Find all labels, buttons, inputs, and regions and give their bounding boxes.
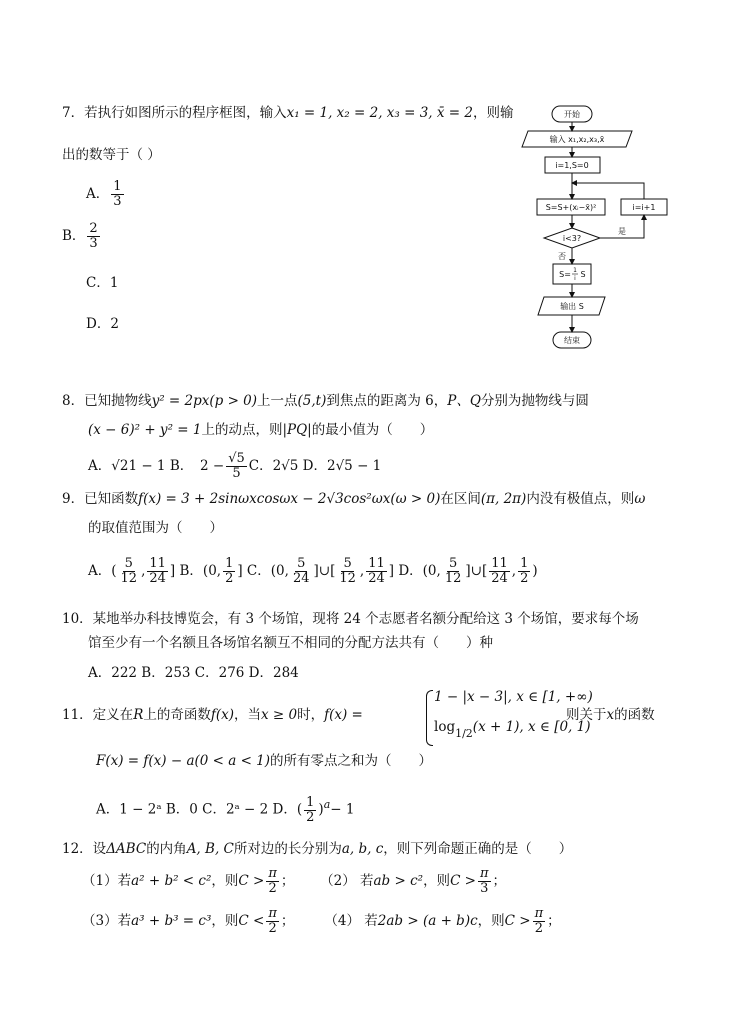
flow-increment-label: i=i+1 (632, 203, 656, 212)
q8-options: A．√21 − 1 B． 2 − $\frac{√5}{5}$ C．2√5 D．2√5 − 1 (88, 451, 382, 481)
q10-options: A．222 B．253 C．276 D．284 (88, 665, 299, 681)
q9-line2: 的取值范围为（ ） (88, 520, 223, 536)
q9-options: A．( $\frac{5}{12}$ , $\frac{11}{24}$ ] B．(0, $\frac{1}{2}$ ] C．(0, $\frac{5}{24}$ ]∪[ $\frac{5}{12}$ , $\frac{11}{24}$ ] D．(0, $\frac{5}{12}$ ]∪[ $\frac{11}{24}$ , $\frac{1}{2}$ ) (88, 556, 538, 586)
flow-init-label: i=1,S=0 (555, 161, 589, 170)
q11-piecewise-brace (426, 690, 433, 746)
flow-accum-label: S=S+(xᵢ−x̄)² (545, 203, 597, 212)
flow-no-label: 否 (558, 252, 566, 261)
q11-line1-right: 则关于x的函数 (566, 707, 655, 723)
flow-compute-tail: S (580, 270, 586, 279)
flow-input-label: 输入 x₁,x₂,x₃,x̄ (549, 135, 605, 144)
flow-compute-s: S= (559, 270, 571, 279)
q12-propositions-3-4: （3）若a³ + b³ = c³，则C < $\frac{\pi}{2}$ ； （4） 若2ab > (a + b)c，则C > $\frac{\pi}{2}$ ； (82, 906, 561, 936)
flow-compute-num: 1 (573, 267, 577, 274)
flowchart (510, 102, 700, 352)
flow-output-label: 输出 S (560, 302, 584, 311)
q11-line1-left: 11．定义在R上的奇函数f(x)，当x ≥ 0时，f(x) = (62, 707, 363, 723)
q11-options: A．1 − 2ᵃ B．0 C．2ᵃ − 2 D．( $\frac{1}{2}$ )$^a$− 1 (96, 794, 355, 825)
q10-line1: 10．某地举办科技博览会，有 3 个场馆，现将 24 个志愿者名额分配给这 3 个场馆，要求每个场 (62, 611, 639, 627)
q7-option-a: A． $\frac{1}{3}$ (86, 179, 122, 209)
flow-start-label: 开始 (564, 110, 580, 119)
flow-yes-label: 是 (618, 227, 626, 236)
q7-line1: 7．若执行如图所示的程序框图，输入x₁ = 1, x₂ = 2, x₃ = 3, x̄ = 2，则输 (62, 105, 514, 121)
q9-line1: 9．已知函数f(x) = 3 + 2sinωxcosωx − 2√3cos²ωx(ω > 0)在区间(π, 2π)内没有极值点，则ω (62, 491, 646, 507)
q7-option-c: C．1 (86, 275, 119, 291)
q11-case1: 1 − |x − 3|, x ∈ [1, +∞) (434, 689, 593, 705)
q8-line1: 8．已知抛物线y² = 2px(p > 0)上一点(5,t)到焦点的距离为 6，P、Q分别为抛物线与圆 (62, 393, 589, 409)
flow-end-label: 结束 (564, 336, 580, 345)
q7-option-b: B． $\frac{2}{3}$ (62, 221, 98, 251)
q7-option-d: D．2 (86, 316, 119, 332)
q12-line1: 12．设ΔABC的内角A, B, C所对边的长分别为a, b, c，则下列命题正确的是（ ） (62, 841, 573, 857)
q12-propositions-1-2: （1）若a² + b² < c²，则C > $\frac{\pi}{2}$ ； （2） 若ab > c²，则C > $\frac{\pi}{3}$ ； (82, 866, 507, 896)
q10-line2: 馆至少有一个名额且各场馆名额互不相同的分配方法共有（ ）种 (88, 635, 493, 651)
q7-line2: 出的数等于（ ） (62, 147, 161, 163)
q11-case2: $\log_{1/2}(x + 1)$, x ∈ [0, 1) (434, 719, 591, 740)
q8-line2: (x − 6)² + y² = 1上的动点，则|PQ|的最小值为（ ） (88, 422, 434, 438)
flow-compute-den: i (574, 275, 576, 282)
q11-line2: F(x) = f(x) − a(0 < a < 1)的所有零点之和为（ ） (96, 753, 433, 769)
flow-condition-label: i<3? (562, 234, 582, 243)
